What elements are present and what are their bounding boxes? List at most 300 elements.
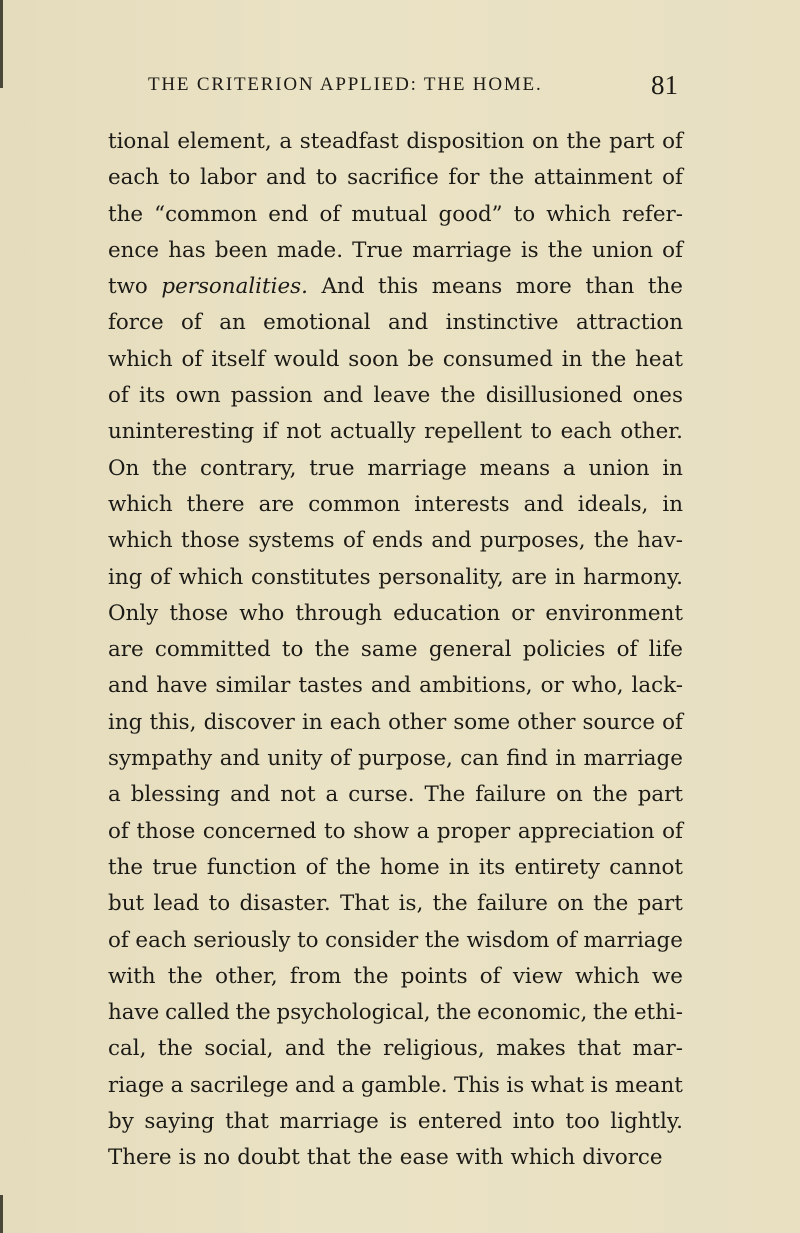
- text-line: [108, 959, 683, 995]
- word: interests: [414, 491, 510, 517]
- word: in: [555, 746, 577, 772]
- word: true: [152, 854, 198, 880]
- word: of: [662, 237, 683, 263]
- word: to: [281, 637, 304, 663]
- word: sacrifice: [347, 165, 439, 191]
- word: marriage: [367, 455, 467, 481]
- word: passion: [230, 383, 313, 409]
- word: of: [108, 818, 129, 844]
- word: means: [431, 274, 503, 300]
- text-line: [108, 995, 683, 1031]
- word: the: [152, 455, 188, 481]
- word: general: [428, 637, 512, 663]
- word: of: [329, 746, 351, 772]
- word: personality,: [378, 564, 504, 590]
- word: This: [454, 1072, 500, 1098]
- word: is,: [398, 891, 424, 917]
- word: element,: [177, 129, 272, 154]
- text-line: [108, 741, 683, 777]
- word: which: [108, 528, 173, 554]
- text-line: [108, 886, 683, 922]
- word: life: [648, 637, 683, 663]
- word: actually: [329, 419, 416, 445]
- text-line: [108, 814, 683, 850]
- word: makes: [496, 1036, 566, 1062]
- word: repellent: [424, 419, 523, 445]
- word: not: [286, 419, 322, 445]
- word: of: [319, 201, 341, 227]
- word: riage: [108, 1072, 165, 1098]
- word: the: [593, 1000, 629, 1026]
- text-line: [108, 451, 683, 487]
- word: is: [590, 1072, 609, 1098]
- text-line: [108, 668, 683, 704]
- page-number: 81: [651, 70, 678, 100]
- word: unity: [267, 746, 323, 772]
- word: other.: [620, 419, 683, 445]
- word: same: [360, 637, 418, 663]
- word: too: [565, 1109, 600, 1135]
- word: source: [582, 709, 656, 735]
- word: proper: [436, 818, 511, 844]
- word: through: [295, 600, 383, 626]
- word: of: [662, 129, 683, 154]
- word: union: [591, 237, 654, 263]
- word: ideals,: [577, 491, 649, 517]
- word: ease: [399, 1145, 449, 1171]
- word: on: [557, 891, 584, 917]
- word: if: [262, 419, 278, 445]
- word: wisdom: [466, 927, 550, 953]
- word: some: [453, 709, 511, 735]
- word: ends: [372, 528, 424, 554]
- word: similar: [215, 673, 291, 699]
- word: lead: [153, 891, 200, 917]
- word: good”: [438, 201, 503, 227]
- text-line: [108, 632, 683, 668]
- word: can: [460, 746, 499, 772]
- text-line: [108, 1068, 683, 1104]
- word: curse.: [348, 782, 415, 808]
- word: with: [455, 1145, 504, 1171]
- text-line: [108, 1031, 683, 1067]
- word: and: [219, 746, 260, 772]
- word: of: [150, 564, 171, 590]
- text-line: [108, 1104, 683, 1140]
- word: other: [388, 709, 447, 735]
- word: made.: [276, 237, 344, 263]
- word: consumed: [442, 346, 553, 372]
- word: part: [637, 891, 683, 917]
- word: the: [108, 854, 144, 880]
- word: tional: [108, 129, 170, 154]
- word: appreciation: [517, 818, 655, 844]
- word: attraction: [575, 310, 683, 336]
- word: a: [341, 1072, 355, 1098]
- word: discover: [203, 709, 295, 735]
- word: the: [592, 782, 628, 808]
- word: constitutes: [251, 564, 371, 590]
- word: of: [305, 854, 327, 880]
- scan-edge-mark-top: [0, 0, 3, 88]
- word: than: [585, 274, 635, 300]
- word: end: [268, 201, 309, 227]
- word: in: [662, 491, 683, 517]
- word: view: [512, 963, 563, 989]
- word: marriage: [412, 237, 512, 263]
- word: soon: [348, 346, 399, 372]
- word: the: [314, 637, 350, 663]
- word: and: [266, 165, 307, 191]
- word: policies: [522, 637, 606, 663]
- text-line: [108, 378, 683, 414]
- word: find: [506, 746, 548, 772]
- word: the: [157, 1036, 193, 1062]
- word: cal,: [108, 1036, 147, 1062]
- word: means: [479, 455, 551, 481]
- word: sacrilege: [189, 1072, 289, 1098]
- word: to: [324, 818, 346, 844]
- word: the: [547, 237, 583, 263]
- word: the: [436, 1000, 472, 1026]
- word: those: [136, 818, 196, 844]
- word: of: [616, 637, 638, 663]
- word: each: [329, 709, 381, 735]
- word: There: [108, 1145, 172, 1171]
- text-line: [108, 160, 683, 196]
- word: doubt: [237, 1145, 300, 1171]
- word: we: [651, 963, 683, 989]
- word: a: [562, 455, 576, 481]
- word: marriage: [583, 927, 683, 953]
- word: is: [520, 237, 539, 263]
- word: “common: [154, 201, 258, 227]
- word: in: [448, 854, 470, 880]
- word: common: [308, 491, 401, 517]
- word: home: [380, 854, 440, 880]
- word: its: [139, 383, 166, 409]
- running-head: [148, 70, 678, 104]
- word: the: [432, 891, 468, 917]
- word: itself: [211, 346, 266, 372]
- word: concerned: [202, 818, 317, 844]
- word: each: [108, 165, 160, 191]
- word: the: [489, 165, 525, 191]
- word: two: [108, 274, 148, 300]
- running-title: THE CRITERION APPLIED: THE HOME.: [148, 74, 543, 95]
- word: entered: [417, 1109, 503, 1135]
- word: mutual: [351, 201, 428, 227]
- word: contrary,: [200, 455, 297, 481]
- word: that: [577, 1036, 621, 1062]
- word: ambitions,: [419, 673, 533, 699]
- word: blessing: [130, 782, 221, 808]
- word: called: [165, 1000, 230, 1026]
- word: religious,: [383, 1036, 485, 1062]
- text-line: [108, 596, 683, 632]
- word: meant: [614, 1072, 683, 1098]
- word: which: [108, 346, 173, 372]
- text-line: [108, 342, 683, 378]
- word: to: [297, 927, 319, 953]
- word: and: [284, 1036, 326, 1062]
- word: there: [186, 491, 245, 517]
- word: each: [560, 419, 612, 445]
- word: that: [306, 1145, 351, 1171]
- word: to: [208, 891, 231, 917]
- word: lightly.: [610, 1109, 683, 1135]
- word: and: [294, 1072, 336, 1098]
- word: a: [279, 129, 293, 154]
- word: not: [280, 782, 316, 808]
- word: refer-: [622, 201, 683, 227]
- word: who: [239, 600, 285, 626]
- word: in: [302, 709, 323, 735]
- word: sympathy: [108, 746, 213, 772]
- word: those: [180, 528, 240, 554]
- word: committed: [154, 637, 271, 663]
- word: And: [321, 274, 365, 300]
- word: and: [388, 310, 429, 336]
- scan-edge-mark-bottom: [0, 1195, 3, 1233]
- word: is: [389, 1109, 408, 1135]
- word: have: [156, 673, 208, 699]
- word: this: [377, 274, 419, 300]
- word: been: [214, 237, 268, 263]
- word: by: [108, 1109, 134, 1135]
- word: which: [510, 1145, 576, 1171]
- word: its: [478, 854, 506, 880]
- word: On: [108, 455, 140, 481]
- word: of: [108, 383, 129, 409]
- word: labor: [199, 165, 257, 191]
- word: ing: [108, 564, 143, 590]
- word: lack-: [631, 673, 683, 699]
- word: purposes,: [479, 528, 586, 554]
- word: harmony.: [583, 564, 683, 590]
- word: this,: [149, 709, 197, 735]
- word: environment: [545, 600, 683, 626]
- word: points: [400, 963, 468, 989]
- word: divorce: [582, 1145, 663, 1171]
- word: but: [108, 891, 145, 917]
- word: to: [168, 165, 191, 191]
- word: the: [357, 1145, 393, 1171]
- text-line: [108, 705, 683, 741]
- word: which: [575, 963, 640, 989]
- word: be: [407, 346, 434, 372]
- word: which: [546, 201, 611, 227]
- word: of: [662, 818, 683, 844]
- word: those: [169, 600, 229, 626]
- word: in: [662, 455, 683, 481]
- text-line: [108, 269, 683, 305]
- word: on: [556, 782, 583, 808]
- word: heat: [635, 346, 683, 372]
- text-line: [108, 523, 683, 559]
- word: of: [181, 310, 202, 336]
- word: personalities.: [161, 274, 308, 300]
- word: mar-: [632, 1036, 683, 1062]
- word: are: [511, 564, 548, 590]
- word: economic,: [477, 1000, 588, 1026]
- word: of: [342, 528, 364, 554]
- word: of: [181, 346, 203, 372]
- word: each: [135, 927, 187, 953]
- word: ethi-: [633, 1000, 683, 1026]
- word: part: [637, 782, 683, 808]
- word: the: [335, 854, 371, 880]
- word: which: [178, 564, 244, 590]
- word: failure: [476, 891, 548, 917]
- word: Only: [108, 600, 159, 626]
- word: on: [532, 129, 559, 154]
- word: more: [515, 274, 572, 300]
- word: leave: [373, 383, 431, 409]
- text-line: [108, 197, 683, 233]
- word: to: [513, 201, 536, 227]
- word: the: [591, 346, 627, 372]
- word: the: [108, 201, 144, 227]
- text-line: [108, 414, 683, 450]
- word: that: [225, 1109, 269, 1135]
- word: a: [108, 782, 121, 808]
- word: are: [258, 491, 295, 517]
- word: with: [108, 963, 156, 989]
- word: education: [393, 600, 501, 626]
- word: entirety: [514, 854, 600, 880]
- word: what: [530, 1072, 585, 1098]
- word: disposition: [406, 129, 525, 154]
- word: has: [168, 237, 206, 263]
- word: the: [593, 528, 629, 554]
- word: marriage: [583, 746, 683, 772]
- word: an: [219, 310, 246, 336]
- word: a: [416, 818, 430, 844]
- word: of: [662, 165, 683, 191]
- word: instinctive: [445, 310, 559, 336]
- word: the: [167, 963, 203, 989]
- word: of: [662, 709, 683, 735]
- word: ence: [108, 237, 160, 263]
- word: of: [479, 963, 501, 989]
- text-line: [108, 923, 683, 959]
- text-line: [108, 777, 683, 813]
- word: seriously: [193, 927, 291, 953]
- word: of: [108, 927, 129, 953]
- text-line: [108, 560, 683, 596]
- word: the: [647, 274, 683, 300]
- word: a: [325, 782, 339, 808]
- word: for: [448, 165, 480, 191]
- text-line: [108, 850, 683, 886]
- word: and: [370, 673, 412, 699]
- word: who,: [571, 673, 624, 699]
- text-line: [108, 124, 683, 160]
- word: would: [273, 346, 340, 372]
- word: to: [530, 419, 553, 445]
- text-line: [108, 305, 683, 341]
- word: to: [315, 165, 338, 191]
- word: systems: [248, 528, 335, 554]
- word: the: [566, 129, 602, 154]
- word: gamble.: [360, 1072, 448, 1098]
- word: a: [170, 1072, 184, 1098]
- word: true: [309, 455, 355, 481]
- word: disillusioned: [485, 383, 623, 409]
- word: the: [336, 1036, 372, 1062]
- word: in: [554, 564, 576, 590]
- text-line: [108, 487, 683, 523]
- word: steadfast: [299, 129, 399, 154]
- word: attainment: [533, 165, 653, 191]
- word: is: [506, 1072, 525, 1098]
- word: show: [353, 818, 410, 844]
- word: purpose,: [358, 746, 453, 772]
- word: True: [352, 237, 404, 263]
- word: are: [108, 637, 144, 663]
- word: the: [235, 1000, 271, 1026]
- word: and: [431, 528, 472, 554]
- word: cannot: [609, 854, 683, 880]
- text-line: [108, 233, 683, 269]
- word: psychological,: [276, 1000, 431, 1026]
- word: or: [511, 600, 535, 626]
- word: social,: [204, 1036, 274, 1062]
- word: and: [108, 673, 149, 699]
- word: force: [108, 310, 164, 336]
- word: uninteresting: [108, 419, 255, 445]
- word: have: [108, 1000, 160, 1026]
- word: no: [203, 1145, 231, 1171]
- word: and: [230, 782, 271, 808]
- word: or: [540, 673, 564, 699]
- word: from: [289, 963, 342, 989]
- word: which: [108, 491, 173, 517]
- word: and: [322, 383, 364, 409]
- word: ing: [108, 709, 143, 735]
- word: other,: [215, 963, 278, 989]
- word: and: [523, 491, 564, 517]
- word: tastes: [298, 673, 363, 699]
- word: That: [339, 891, 390, 917]
- word: other: [517, 709, 576, 735]
- word: into: [512, 1109, 555, 1135]
- text-line: [108, 1140, 683, 1176]
- word: the: [593, 891, 629, 917]
- word: consider: [325, 927, 419, 953]
- word: failure: [475, 782, 547, 808]
- word: is: [178, 1145, 197, 1171]
- word: ones: [632, 383, 683, 409]
- word: disaster.: [239, 891, 331, 917]
- word: in: [561, 346, 583, 372]
- word: The: [424, 782, 466, 808]
- word: marriage: [279, 1109, 379, 1135]
- word: union: [588, 455, 650, 481]
- word: saying: [144, 1109, 215, 1135]
- word: emotional: [263, 310, 371, 336]
- word: of: [556, 927, 577, 953]
- word: the: [424, 927, 460, 953]
- word: the: [440, 383, 476, 409]
- word: part: [609, 129, 655, 154]
- word: the: [353, 963, 389, 989]
- body-text: [108, 124, 683, 1177]
- word: own: [175, 383, 221, 409]
- word: function: [206, 854, 297, 880]
- word: hav-: [637, 528, 683, 554]
